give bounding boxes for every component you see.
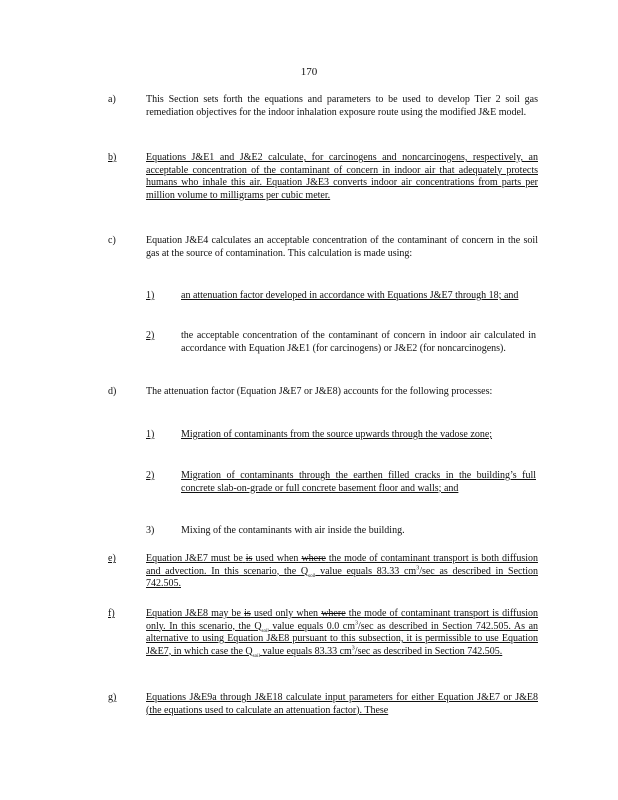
section-text: Equations J&E1 and J&E2 calculate, for carcinogens and noncarcinogens, respectively, an acceptable concentration of the contaminant of concern in indoor air that adequately protects humans who inhale this air. Equation J&E3 converts indoor air concentrations from parts per million volume to milligrams per cubic meter. [146, 152, 538, 201]
section-marker: b) [108, 152, 117, 163]
item-text: Migration of contaminants through the earthen filled cracks in the building’s full concrete slab-on-grade or full concrete basement floor and walls; and [181, 470, 536, 494]
item-marker: 2) [146, 330, 155, 341]
item-marker: 1) [146, 290, 155, 301]
section-marker: d) [108, 386, 117, 397]
section-marker: e) [108, 553, 116, 564]
item-marker: 2) [146, 470, 155, 481]
item-text: the acceptable concentration of the contaminant of concern in indoor air calculated in accordance with Equation J&E1 (for carcinogens) or J&E2 (for noncarcinogens). [181, 330, 536, 354]
section-text: Equation J&E7 must be is used when where the mode of contaminant transport is both diffusion and advection. In this scenario, the $Q_{soil}$ value equals 83.33 $cm^3/\sec$ as described in Section 742.505. [146, 553, 539, 589]
struck-text: where [321, 608, 346, 619]
item-text: Mixing of the contaminants with air inside the building. [181, 525, 405, 536]
section-text: Equation J&E8 may be is used only when where the mode of contaminant transport is diffusion only. In this scenario, the $Q_{soil}$ value equals 0.0 $cm^3/\sec$ as described in Section 742.505. As an alternative to using Equation J&E8 pursuant to this subsection, it is permissible to use Equation J&E7, in which case the $Q_{soil}$ value equals 83.33 $cm^3/\sec$ as described in Section 742.505. [146, 608, 539, 659]
section-text: Equations J&E9a through J&E18 calculate input parameters for either Equation J&E7 or J&E8 (the equations used to calculate an attenuation factor). These [146, 692, 538, 716]
section-text: Equation J&E4 calculates an acceptable concentration of the contaminant of concern in the soil gas at the source of contamination. This calculation is made using: [146, 235, 538, 259]
section-text: This Section sets forth the equations and parameters to be used to develop Tier 2 soil gas remediation objectives for the indoor inhalation exposure route using the modified J&E model. [146, 94, 538, 118]
struck-text: where [301, 553, 326, 564]
item-text: an attenuation factor developed in accordance with Equations J&E7 through 18; and [181, 290, 519, 301]
item-marker: 1) [146, 429, 155, 440]
section-marker: f) [108, 608, 115, 619]
struck-text: is [245, 553, 253, 564]
section-marker: a) [108, 94, 116, 105]
page-number: 170 [300, 66, 318, 78]
section-marker: c) [108, 235, 116, 246]
item-text: Migration of contaminants from the source upwards through the vadose zone; [181, 429, 493, 440]
section-marker: g) [108, 692, 117, 703]
struck-text: is [244, 608, 251, 619]
section-text: The attenuation factor (Equation J&E7 or J&E8) accounts for the following processes: [146, 386, 493, 397]
item-marker: 3) [146, 525, 155, 536]
